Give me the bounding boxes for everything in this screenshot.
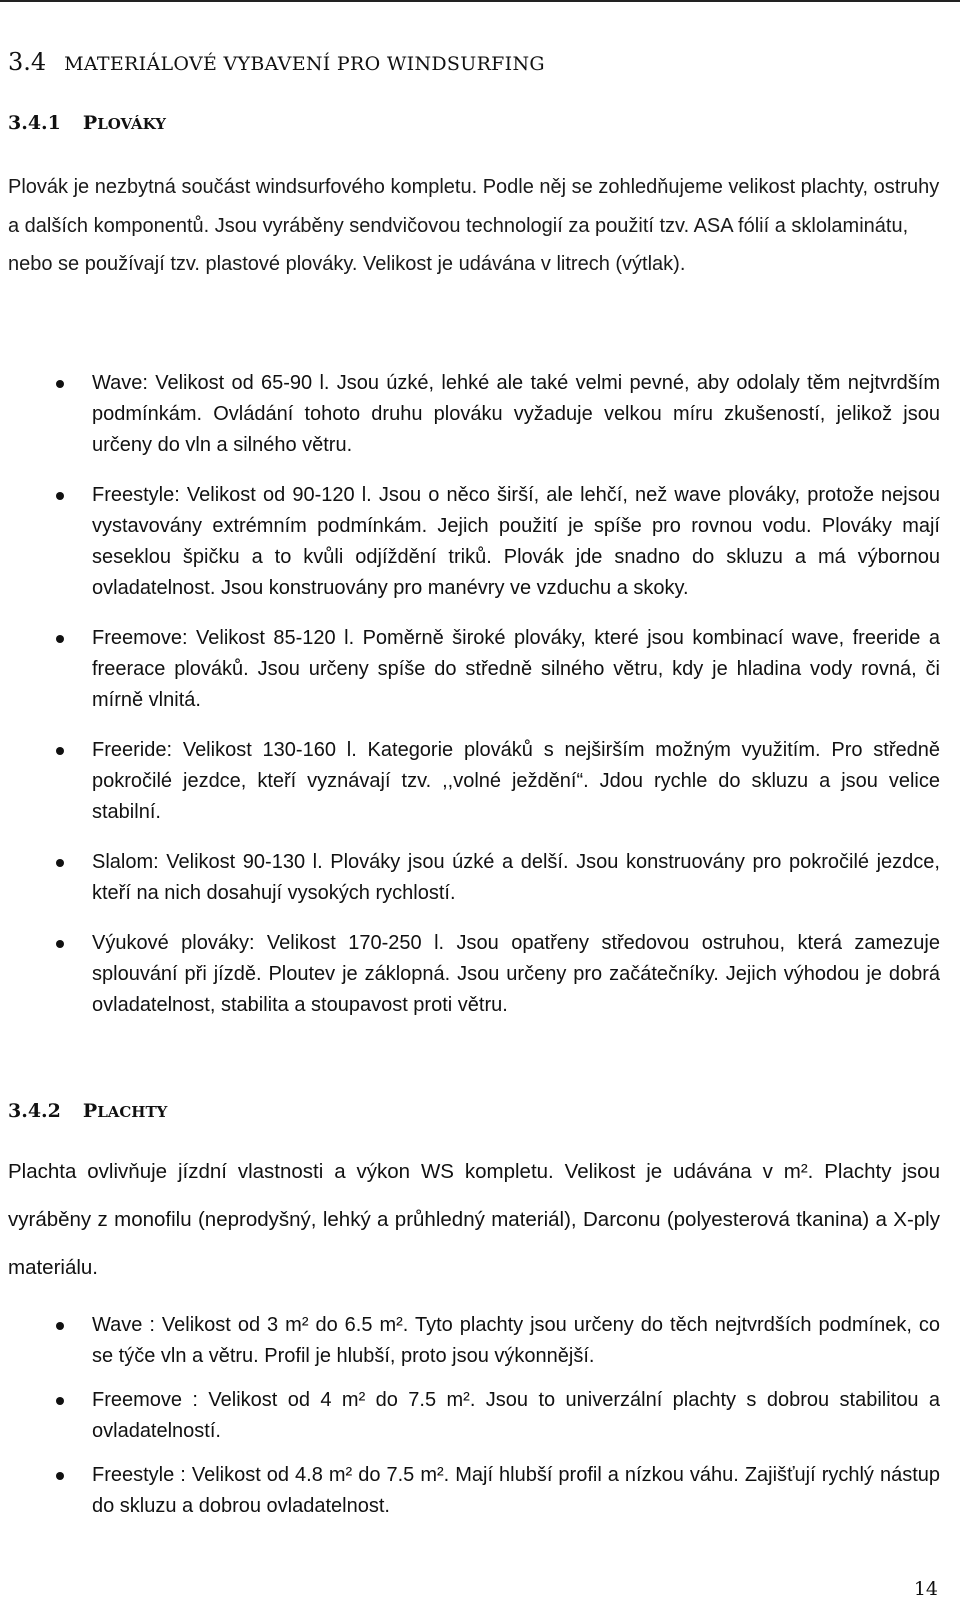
bullet-icon [56, 1397, 64, 1405]
list-item: Wave : Velikost od 3 m² do 6.5 m². Tyto plachty jsou určeny do těch nejtvrdších podmínek, co se týče vln a větru. Profil je hlubší, proto jsou výkonnější. [0, 1310, 940, 1372]
board-types-list [0, 368, 940, 1021]
subsection-number: 3.4.1 [8, 112, 61, 134]
bullet-icon [56, 1322, 64, 1330]
bullet-icon [56, 747, 64, 755]
list-item: Freestyle : Velikost od 4.8 m² do 7.5 m². Mají hlubší profil a nízkou váhu. Zajišťují rychlý nástup do skluzu a dobrou ovladatelnost. [0, 1460, 940, 1522]
section-number: 3.4 [8, 48, 47, 76]
bullet-icon [56, 380, 64, 388]
sail-types-list [0, 1310, 940, 1522]
bullet-icon [56, 1472, 64, 1480]
bullet-icon [56, 940, 64, 948]
bullet-icon [56, 635, 64, 643]
list-item: Wave: Velikost od 65-90 l. Jsou úzké, lehké ale také velmi pevné, aby odolaly těm nejtvrdším podmínkám. Ovládání tohoto druhu plováku vyžaduje velkou míru zkušeností, jelikož jsou určeny do vln a silného větru. [0, 368, 940, 461]
section-heading [8, 48, 545, 76]
top-border [0, 0, 960, 2]
section-title: MATERIÁLOVÉ VYBAVENÍ PRO WINDSURFING [64, 53, 545, 75]
page-number: 14 [913, 1578, 938, 1600]
list-item: Freeride: Velikost 130-160 l. Kategorie plováků s nejširším možným využitím. Pro středně pokročilé jezdce, kteří vyznávají tzv. ,,volné ježdění“. Jdou rychle do skluzu a jsou velice stabilní. [0, 735, 940, 828]
subsection-number: 3.4.2 [8, 1100, 61, 1122]
intro-paragraph-plachty: Plachta ovlivňuje jízdní vlastnosti a výkon WS kompletu. Velikost je udávána v m². Plachty jsou vyráběny z monofilu (neprodyšný, lehký a průhledný materiál), Darconu (polyesterová tkanina) a X-ply materiálu. [8, 1160, 940, 1279]
list-item: Výukové plováky: Velikost 170-250 l. Jsou opatřeny středovou ostruhou, která zamezuje splouvání při jízdě. Ploutev je záklopná. Jsou určeny pro začátečníky. Jejich výhodou je dobrá ovladatelnost, stabilita a stoupavost proti větru. [0, 928, 940, 1021]
list-item: Freemove: Velikost 85-120 l. Poměrně široké plováky, které jsou kombinací wave, freeride a freerace plováků. Jsou určeny spíše do středně silného větru, kdy je hladina vody rovná, či mírně vlnitá. [0, 623, 940, 716]
subsection-heading-plovaky: 3.4.1 PLOVÁKY [8, 112, 166, 134]
list-item: Freemove : Velikost od 4 m² do 7.5 m². Jsou to univerzální plachty s dobrou stabilitou a ovladatelností. [0, 1385, 940, 1447]
list-item: Slalom: Velikost 90-130 l. Plováky jsou úzké a delší. Jsou konstruovány pro pokročilé jezdce, kteří na nich dosahují vysokých rychlostí. [0, 847, 940, 909]
bullet-icon [56, 859, 64, 867]
bullet-icon [56, 492, 64, 500]
subsection-heading-plachty: 3.4.2 PLACHTY [8, 1100, 168, 1122]
list-item: Freestyle: Velikost od 90-120 l. Jsou o něco širší, ale lehčí, než wave plováky, protože nejsou vystavovány extrémním podmínkám. Jejich použití je spíše pro rovnou vodu. Plováky mají seseklou špičku a to kvůli odjíždění triků. Plovák jde snadno do skluzu a má výbornou ovladatelnost. Jsou konstruovány pro manévry ve vzduchu a skoky. [0, 480, 940, 604]
intro-paragraph-plovaky: Plovák je nezbytná součást windsurfového kompletu. Podle něj se zohledňujeme velikost plachty, ostruhy a dalších komponentů. Jsou vyráběny sendvičovou technologií za použití tzv. ASA fólií a sklolaminátu, nebo se používají tzv. plastové plováky. Velikost je udávána v litrech (výtlak). [8, 176, 940, 275]
